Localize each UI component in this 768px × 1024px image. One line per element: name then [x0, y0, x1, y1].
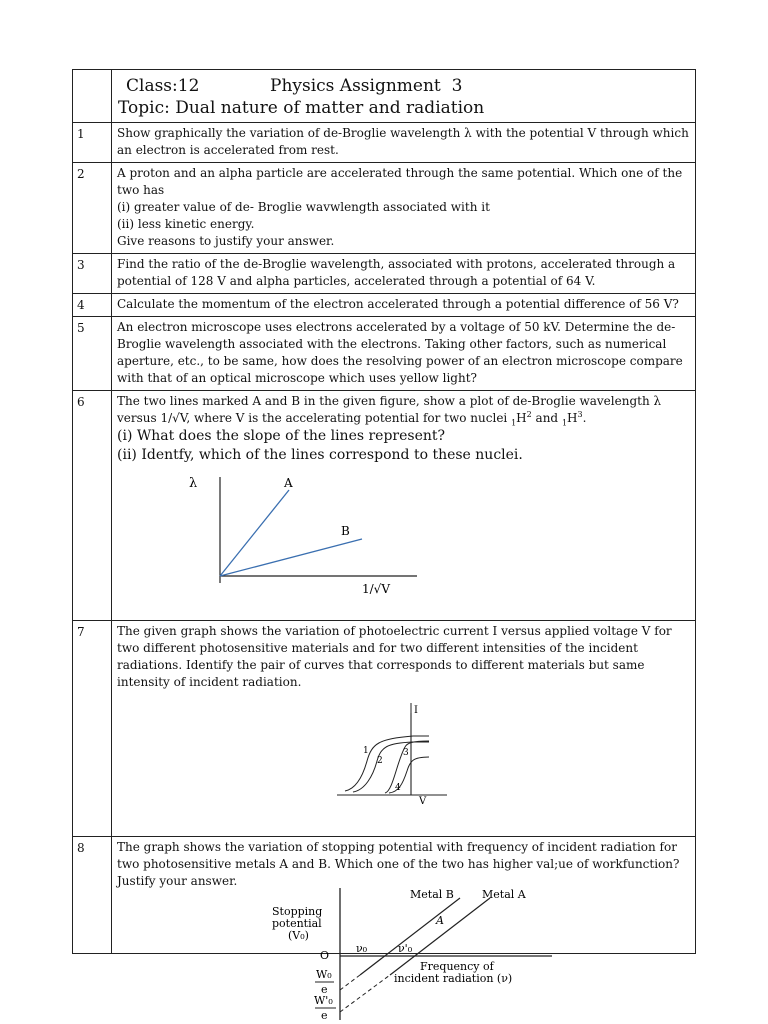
work-fn-a-num: W'₀ — [314, 994, 333, 1007]
x-label-line1: Frequency of — [420, 960, 494, 973]
line-a — [220, 490, 289, 576]
question-number: 8 — [73, 837, 112, 954]
work-fn-b-num: W₀ — [316, 968, 332, 981]
x-label-line2: incident radiation (ν) — [394, 972, 513, 985]
stopping-potential-graph — [260, 880, 560, 1020]
photocurrent-figure — [117, 691, 690, 833]
question-text — [112, 163, 696, 254]
metal-a-extension — [340, 975, 390, 1012]
question-text: The two lines marked A and B in the given figure, show a plot of de-Broglie wavelength λ versus 1/√V, where V is the accelerating potential for two nuclei $_1H^2$ and $_1H^3$. — [117, 394, 662, 428]
work-fn-a-den: e — [321, 1009, 328, 1020]
y-label-line2: potential — [272, 917, 322, 930]
question-text: The given graph shows the variation of photoelectric current I versus applied voltage V for two different photosensitive materials and for two different intensities of the incident radiations. Identify the pair of curves that corresponds to different materials but same intensity of incident radiation. — [117, 624, 672, 689]
class-label: Class:12 — [126, 76, 200, 96]
curve-label-2: 2 — [377, 756, 383, 766]
y-label-line1: Stopping — [272, 905, 323, 918]
question-row — [73, 163, 696, 254]
line-b-label: B — [341, 524, 350, 538]
question-text: Show graphically the variation of de-Broglie wavelength λ with the potential V through which an electron is accelerated from rest. — [112, 123, 696, 163]
header-row — [73, 70, 696, 123]
lambda-vs-potential-figure — [117, 465, 690, 617]
question-number: 2 — [73, 163, 112, 254]
threshold-b-label: ν₀ — [356, 942, 368, 955]
question-cell — [112, 621, 696, 837]
question-number: 5 — [73, 317, 112, 391]
curve-label-3: 3 — [403, 748, 409, 758]
line-b — [220, 539, 362, 576]
line-a-label: A — [284, 476, 293, 490]
sub-question-i: (i) What does the slope of the lines represent? — [117, 428, 446, 444]
header-num-cell — [73, 70, 112, 123]
y-axis-label: I — [414, 705, 418, 716]
line-a-label: A — [436, 914, 444, 927]
question-row — [73, 391, 696, 621]
origin-label: O — [320, 949, 330, 962]
question-number: 1 — [73, 123, 112, 163]
x-axis-label: V — [419, 796, 427, 807]
question-text: An electron microscope uses electrons accelerated by a voltage of 50 kV. Determine the de- Broglie wavelength associated with the electrons. Taking other factors, such as numerical aperture, etc., to be same, how does the resolving power of an electron microscope compare with that of an optical microscope which uses yellow light? — [112, 317, 696, 391]
curve-label-4: 4 — [395, 783, 401, 793]
y-axis-label: λ — [189, 476, 198, 491]
y-label-line3: (V₀) — [288, 929, 309, 942]
question-line: Give reasons to justify your answer. — [117, 234, 335, 248]
curve-label-1: 1 — [363, 746, 369, 756]
question-row — [73, 294, 696, 317]
question-line: A proton and an alpha particle are accelerated through the same potential. Which one of the two has — [117, 166, 683, 197]
question-row — [73, 621, 696, 837]
threshold-a-label: ν'₀ — [398, 942, 413, 955]
question-line: (ii) less kinetic energy. — [117, 217, 255, 231]
question-number: 6 — [73, 391, 112, 621]
photocurrent-graph — [117, 691, 697, 833]
metal-b-extension — [340, 975, 360, 990]
lambda-graph — [117, 465, 697, 617]
metal-b-label: Metal B — [410, 888, 454, 901]
work-fn-b-den: e — [321, 983, 328, 996]
question-row — [73, 254, 696, 294]
question-line: (i) greater value of de- Broglie wavwlength associated with it — [117, 200, 490, 214]
assignment-sheet — [72, 69, 696, 954]
assignment-title: Physics Assignment 3 — [270, 76, 463, 96]
question-text: Calculate the momentum of the electron accelerated through a potential difference of 56 V? — [112, 294, 696, 317]
question-number: 7 — [73, 621, 112, 837]
question-row — [73, 317, 696, 391]
question-text: Find the ratio of the de-Broglie wavelength, associated with protons, accelerated through a potential of 128 V and alpha particles, accelerated through a potential of 64 V. — [112, 254, 696, 294]
question-text: The graph shows the variation of stopping potential with frequency of incident radiation for two photosensitive metals A and B. Which one of the two has higher val;ue of workfunction? Justify your answer. — [117, 840, 680, 888]
assignment-table — [72, 69, 696, 954]
curve-1 — [345, 736, 429, 791]
question-cell — [112, 391, 696, 621]
metal-a-label: Metal A — [482, 888, 526, 901]
header-cell — [112, 70, 696, 123]
question-number: 4 — [73, 294, 112, 317]
topic-title: Topic: Dual nature of matter and radiation — [118, 98, 485, 118]
x-axis-label: 1/√V — [362, 582, 390, 596]
question-row — [73, 123, 696, 163]
question-number: 3 — [73, 254, 112, 294]
sub-question-ii: (ii) Identfy, which of the lines correspond to these nuclei. — [117, 447, 523, 463]
